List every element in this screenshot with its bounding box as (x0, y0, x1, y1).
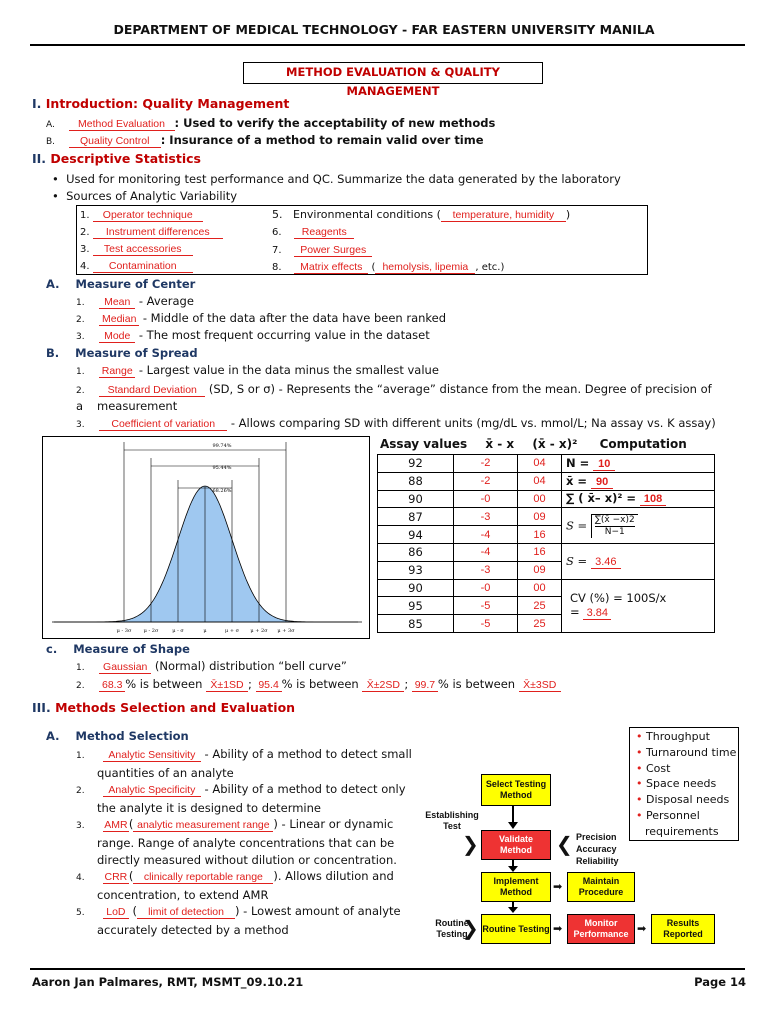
center-item-1: 1. Mean - Average (76, 294, 194, 308)
deviation: -4 (454, 543, 518, 561)
deviation: -3 (454, 561, 518, 579)
assay-value: 92 (378, 455, 454, 473)
assay-value: 85 (378, 615, 454, 633)
document-title: METHOD EVALUATION & QUALITY MANAGEMENT (243, 62, 543, 84)
table-headers: Assay values x̄ - x (x̄ - x)² Computation (380, 437, 687, 451)
s1-a-fill: Method Evaluation (69, 118, 175, 131)
section-2-heading: II. Descriptive Statistics (32, 151, 201, 166)
source-2: 2. Instrument differences (80, 225, 223, 240)
s2-bullet-2: • Sources of Analytic Variability (52, 189, 238, 203)
section-3-heading: III. Methods Selection and Evaluation (32, 700, 296, 715)
bell-curve-figure (42, 436, 370, 639)
spread-item-3: 3. Coefficient of variation - Allows comparing SD with different units (mg/dL vs. mmol/L; Na assay vs. K assay) (76, 416, 716, 430)
computation-cell: CV (%) = 100S/x = 3.84 (562, 579, 715, 632)
ms-item-5: 5. LoD ( limit of detection ) - Lowest amount of analyte accurately detected by a method (76, 904, 401, 937)
squared-deviation: 04 (518, 455, 562, 473)
arrow-right-icon: ➡ (553, 880, 563, 893)
assay-value: 90 (378, 579, 454, 597)
chevron-right-icon: ❯ (462, 916, 479, 940)
results-reported-box: Results Reported (651, 914, 715, 944)
ms-item-1: 1. Analytic Sensitivity - Ability of a method to detect small quantities of an analyte (76, 747, 412, 780)
tick-label: μ - 3σ (116, 628, 132, 634)
measure-of-shape-heading: c. Measure of Shape (46, 642, 190, 656)
monitor-performance-box: Monitor Performance (567, 914, 635, 944)
squared-deviation: 16 (518, 543, 562, 561)
measure-of-spread-heading: B. Measure of Spread (46, 346, 198, 360)
deviation: -5 (454, 615, 518, 633)
assay-value: 88 (378, 472, 454, 490)
establishing-test-label: Establishing Test (425, 810, 479, 831)
consideration-item: • Personnel (636, 808, 700, 822)
page-header: DEPARTMENT OF MEDICAL TECHNOLOGY - FAR EASTERN UNIVERSITY MANILA (113, 22, 655, 37)
assay-value: 87 (378, 508, 454, 526)
shape-item-1: 1. Gaussian (Normal) distribution “bell curve” (76, 659, 347, 673)
source-7: 7. Power Surges (272, 243, 372, 258)
computation-table (377, 454, 715, 633)
assay-value: 90 (378, 490, 454, 508)
ms-item-3: 3. AMR( analytic measurement range ) - Linear or dynamic range. Range of analyte concentrations that can be directly measured without dilution or concentration. (76, 817, 397, 867)
s1-item-b: B. Quality Control : Insurance of a method to remain valid over time (46, 133, 484, 147)
tick-label: μ (203, 628, 207, 634)
considerations-box (629, 727, 739, 841)
arrow-right-icon: ➡ (553, 922, 563, 935)
tick-label: μ + 3σ (277, 628, 295, 634)
routine-testing-box: Routine Testing (481, 914, 551, 944)
squared-deviation: 16 (518, 526, 562, 544)
consideration-item: • Throughput (636, 730, 710, 743)
table-row (378, 455, 715, 473)
source-5: 5. Environmental conditions ( temperature, humidity ) (272, 208, 571, 221)
source-1: 1. Operator technique (80, 208, 203, 223)
squared-deviation: 09 (518, 508, 562, 526)
spread-item-1: 1. Range - Largest value in the data minus the smallest value (76, 363, 439, 377)
source-8: 8. Matrix effects ( hemolysis, lipemia , etc.) (272, 261, 505, 273)
pct-95-label: 95.44% (212, 465, 232, 471)
consideration-item: • Space needs (636, 777, 717, 791)
squared-deviation: 25 (518, 615, 562, 633)
tick-label: μ - σ (172, 628, 184, 634)
deviation: -5 (454, 597, 518, 615)
deviation: -2 (454, 472, 518, 490)
header-rule (30, 44, 745, 46)
table-row (378, 472, 715, 490)
s1-b-fill: Quality Control (69, 135, 161, 148)
computation-cell: ∑ ( x̄– x)² = 108 (562, 490, 715, 508)
s1-item-a: A. Method Evaluation : Used to verify the acceptability of new methods (46, 116, 496, 130)
computation-cell: x̄ = 90 (562, 472, 715, 490)
consideration-item: • Disposal needs (636, 793, 730, 807)
maintain-procedure-box: Maintain Procedure (567, 872, 635, 902)
validation-criteria: Precision Accuracy Reliability (576, 832, 619, 866)
squared-deviation: 00 (518, 579, 562, 597)
squared-deviation: 09 (518, 561, 562, 579)
source-3: 3. Test accessories (80, 242, 193, 257)
assay-value: 95 (378, 597, 454, 615)
arrowhead-down (508, 822, 518, 829)
tick-label: μ + σ (224, 628, 240, 634)
footer-rule (30, 968, 745, 970)
deviation: -2 (454, 455, 518, 473)
section-1-heading: I. Introduction: Quality Management (32, 96, 290, 111)
deviation: -0 (454, 490, 518, 508)
table-row (378, 508, 715, 526)
computation-cell: S = 3.46 (562, 543, 715, 579)
spread-item-2: 2. Standard Deviation (SD, S or σ) - Represents the “average” distance from the mean. Degree of precision of a (76, 382, 712, 413)
assay-value: 93 (378, 561, 454, 579)
assay-value: 94 (378, 526, 454, 544)
table-row (378, 490, 715, 508)
pct-68-label: 68.26% (212, 488, 232, 494)
squared-deviation: 00 (518, 490, 562, 508)
deviation: -4 (454, 526, 518, 544)
consideration-item: • Cost (636, 761, 671, 775)
chevron-left-icon: ❮ (556, 832, 573, 856)
routine-testing-label: Routine Testing (435, 918, 469, 939)
select-testing-method-box: Select Testing Method (481, 774, 551, 806)
source-4: 4. Contamination (80, 259, 193, 274)
table-row (378, 579, 715, 597)
spread-item-2-cont: measurement (97, 399, 178, 413)
shape-item-2: 2. 68.3 % is between X̄±1SD ; 95.4 % is between X̄±2SD ; 99.7 % is between X̄±3SD (76, 677, 561, 694)
footer-author: Aaron Jan Palmares, RMT, MSMT_09.10.21 (32, 975, 304, 989)
pct-99-label: 99.74% (212, 443, 232, 449)
consideration-item: • Turnaround time (636, 745, 737, 759)
center-item-3: 3. Mode - The most frequent occurring value in the dataset (76, 328, 430, 342)
arrow-right-icon: ➡ (637, 922, 647, 935)
implement-method-box: Implement Method (481, 872, 551, 902)
consideration-item: requirements (645, 824, 719, 838)
table-row (378, 543, 715, 561)
validate-method-box: Validate Method (481, 830, 551, 860)
arrowhead-down (508, 907, 518, 913)
ms-item-4: 4. CRR ( clinically reportable range ). Allows dilution and concentration, to extend AMR (76, 869, 394, 902)
chevron-right-icon: ❯ (462, 832, 479, 856)
tick-label: μ + 2σ (250, 628, 268, 634)
center-item-2: 2. Median - Middle of the data after the data have been ranked (76, 311, 447, 325)
source-6: 6. Reagents (272, 225, 354, 240)
computation-cell: N = 10 (562, 455, 715, 473)
s2-bullet-1: • Used for monitoring test performance and QC. Summarize the data generated by the laboratory (52, 172, 621, 186)
ms-item-2: 2. Analytic Specificity - Ability of a method to detect only the analyte it is designed to determine (76, 782, 406, 815)
footer-page-number: Page 14 (694, 975, 746, 989)
measure-of-center-heading: A. Measure of Center (46, 277, 196, 291)
deviation: -0 (454, 579, 518, 597)
squared-deviation: 25 (518, 597, 562, 615)
squared-deviation: 04 (518, 472, 562, 490)
assay-value: 86 (378, 543, 454, 561)
computation-cell: S = $\frac{\sum(x̄ -x)2}{N-1}$ (562, 508, 715, 544)
deviation: -3 (454, 508, 518, 526)
method-selection-heading: A. Method Selection (46, 729, 189, 743)
tick-label: μ - 2σ (143, 628, 159, 634)
